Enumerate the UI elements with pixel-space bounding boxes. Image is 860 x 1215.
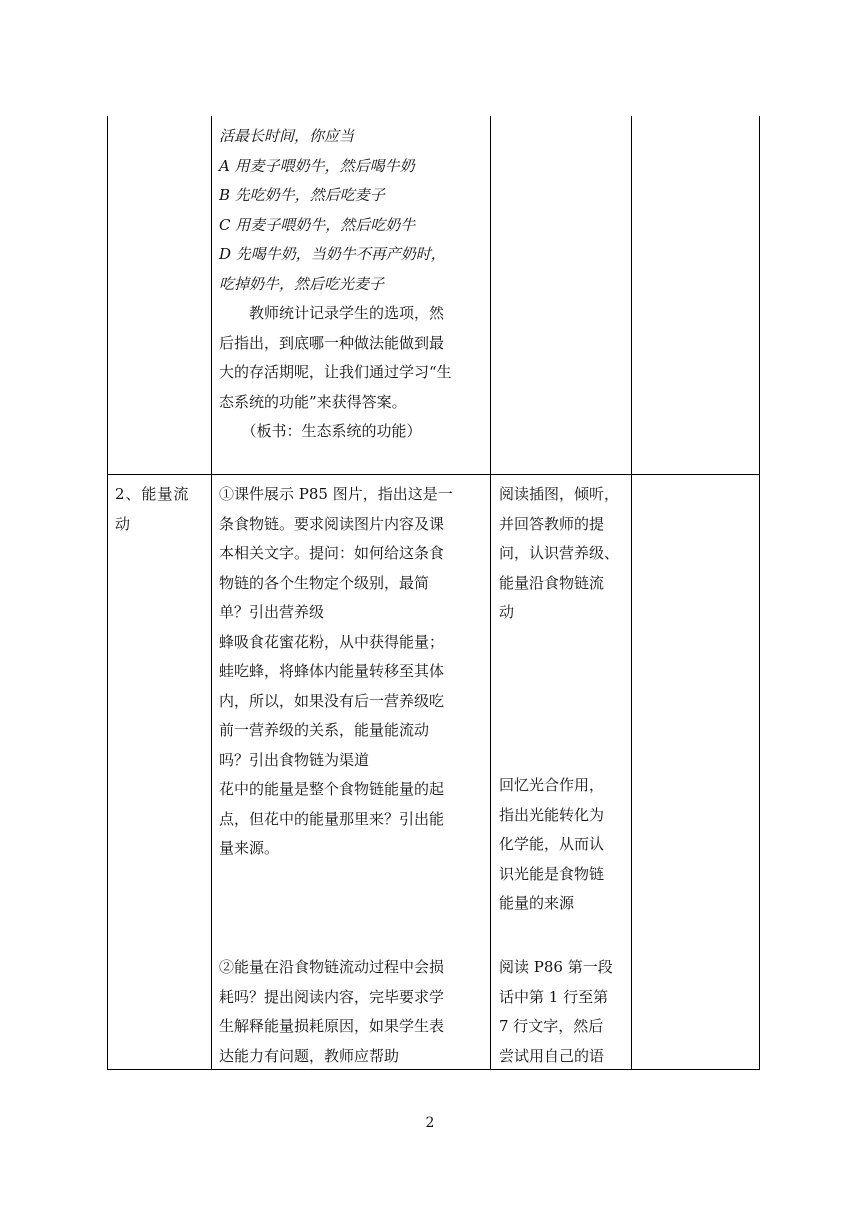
- activity-line: 生解释能量损耗原因，如果学生表: [219, 1017, 445, 1035]
- student-line: 问，认识营养级、: [499, 544, 620, 562]
- section-title-line: 2、能量流: [115, 485, 190, 503]
- student-line: 尝试用自己的语: [499, 1046, 605, 1065]
- activity-line: 量来源。: [219, 839, 280, 857]
- table-divider-col1: [211, 116, 212, 1070]
- student-line: 并回答教师的提: [499, 514, 605, 533]
- activity-line: 前一营养级的关系，能量能流动: [219, 721, 430, 739]
- student-line: 话中第 1 行至第: [499, 987, 609, 1006]
- row2-section-title: [115, 480, 207, 539]
- row2-student-activity-c: [499, 953, 629, 1071]
- table-border-right: [759, 116, 760, 1070]
- activity-line: 花中的能量是整个食物链能量的起: [219, 780, 445, 798]
- activity-line: 吗？引出食物链为渠道: [219, 750, 370, 769]
- student-line: 回忆光合作用，: [499, 776, 605, 794]
- activity-line: 达能力有问题，教师应帮助: [219, 1046, 400, 1065]
- activity-line: 耗吗？提出阅读内容，完毕要求学: [219, 987, 445, 1006]
- option-a: A 用麦子喂奶牛，然后喝牛奶: [219, 156, 415, 175]
- teacher-text-line: 大的存活期呢，让我们通过学习“生: [219, 363, 452, 381]
- student-line: 能量的来源: [499, 894, 575, 912]
- section-title-line: 动: [115, 514, 132, 533]
- row2-student-activity-b: [499, 771, 629, 919]
- table-border-left: [107, 116, 108, 1070]
- row2-teacher-activity: [219, 480, 487, 864]
- student-line: 阅读 P86 第一段: [499, 958, 613, 976]
- activity-line: 条食物链。要求阅读图片内容及课: [219, 514, 445, 533]
- question-line: 活最长时间，你应当: [219, 127, 355, 145]
- page-number: 2: [425, 1115, 435, 1131]
- student-line: 识光能是食物链: [499, 864, 605, 883]
- activity-line: 蜂吸食花蜜花粉，从中获得能量；: [219, 632, 445, 651]
- student-line: 能量沿食物链流: [499, 573, 605, 592]
- activity-line: 本相关文字。提问：如何给这条食: [219, 544, 445, 562]
- table-divider-col3: [631, 116, 632, 1070]
- teacher-text-line: 态系统的功能”来获得答案。: [219, 392, 407, 411]
- activity-line: ②能量在沿食物链流动过程中会损: [219, 958, 445, 976]
- table-divider-col2: [490, 116, 491, 1070]
- option-d: D 先喝牛奶，当奶牛不再产奶时，: [219, 245, 446, 263]
- activity-line: ①课件展示 P85 图片，指出这是一: [219, 485, 453, 503]
- teacher-text-line: 后指出，到底哪一种做法能做到最: [219, 333, 445, 352]
- student-line: 7 行文字，然后: [499, 1017, 604, 1035]
- option-b: B 先吃奶牛，然后吃麦子: [219, 186, 385, 204]
- table-row-divider: [107, 474, 760, 475]
- student-line: 阅读插图，倾听，: [499, 485, 620, 503]
- activity-line: 内，所以，如果没有后一营养级吃: [219, 691, 445, 710]
- option-d-continued: 吃掉奶牛，然后吃光麦子: [219, 274, 385, 293]
- student-line: 指出光能转化为: [499, 805, 605, 824]
- activity-line: 物链的各个生物定个级别，最简: [219, 573, 430, 592]
- activity-line: 单？引出营养级: [219, 603, 325, 621]
- row1-content-cell: [219, 122, 487, 447]
- activity-line: 点，但花中的能量那里来？引出能: [219, 809, 445, 828]
- teacher-text-line: 教师统计记录学生的选项，然: [219, 304, 445, 322]
- student-line: 动: [499, 603, 515, 621]
- student-line: 化学能，从而认: [499, 835, 605, 853]
- option-c: C 用麦子喂奶牛，然后吃奶牛: [219, 215, 416, 234]
- board-note: （板书：生态系统的功能）: [219, 422, 422, 440]
- activity-line: 蛙吃蜂，将蜂体内能量转移至其体: [219, 662, 445, 680]
- row2-teacher-activity-2: [219, 953, 487, 1071]
- row2-student-activity-a: [499, 480, 629, 628]
